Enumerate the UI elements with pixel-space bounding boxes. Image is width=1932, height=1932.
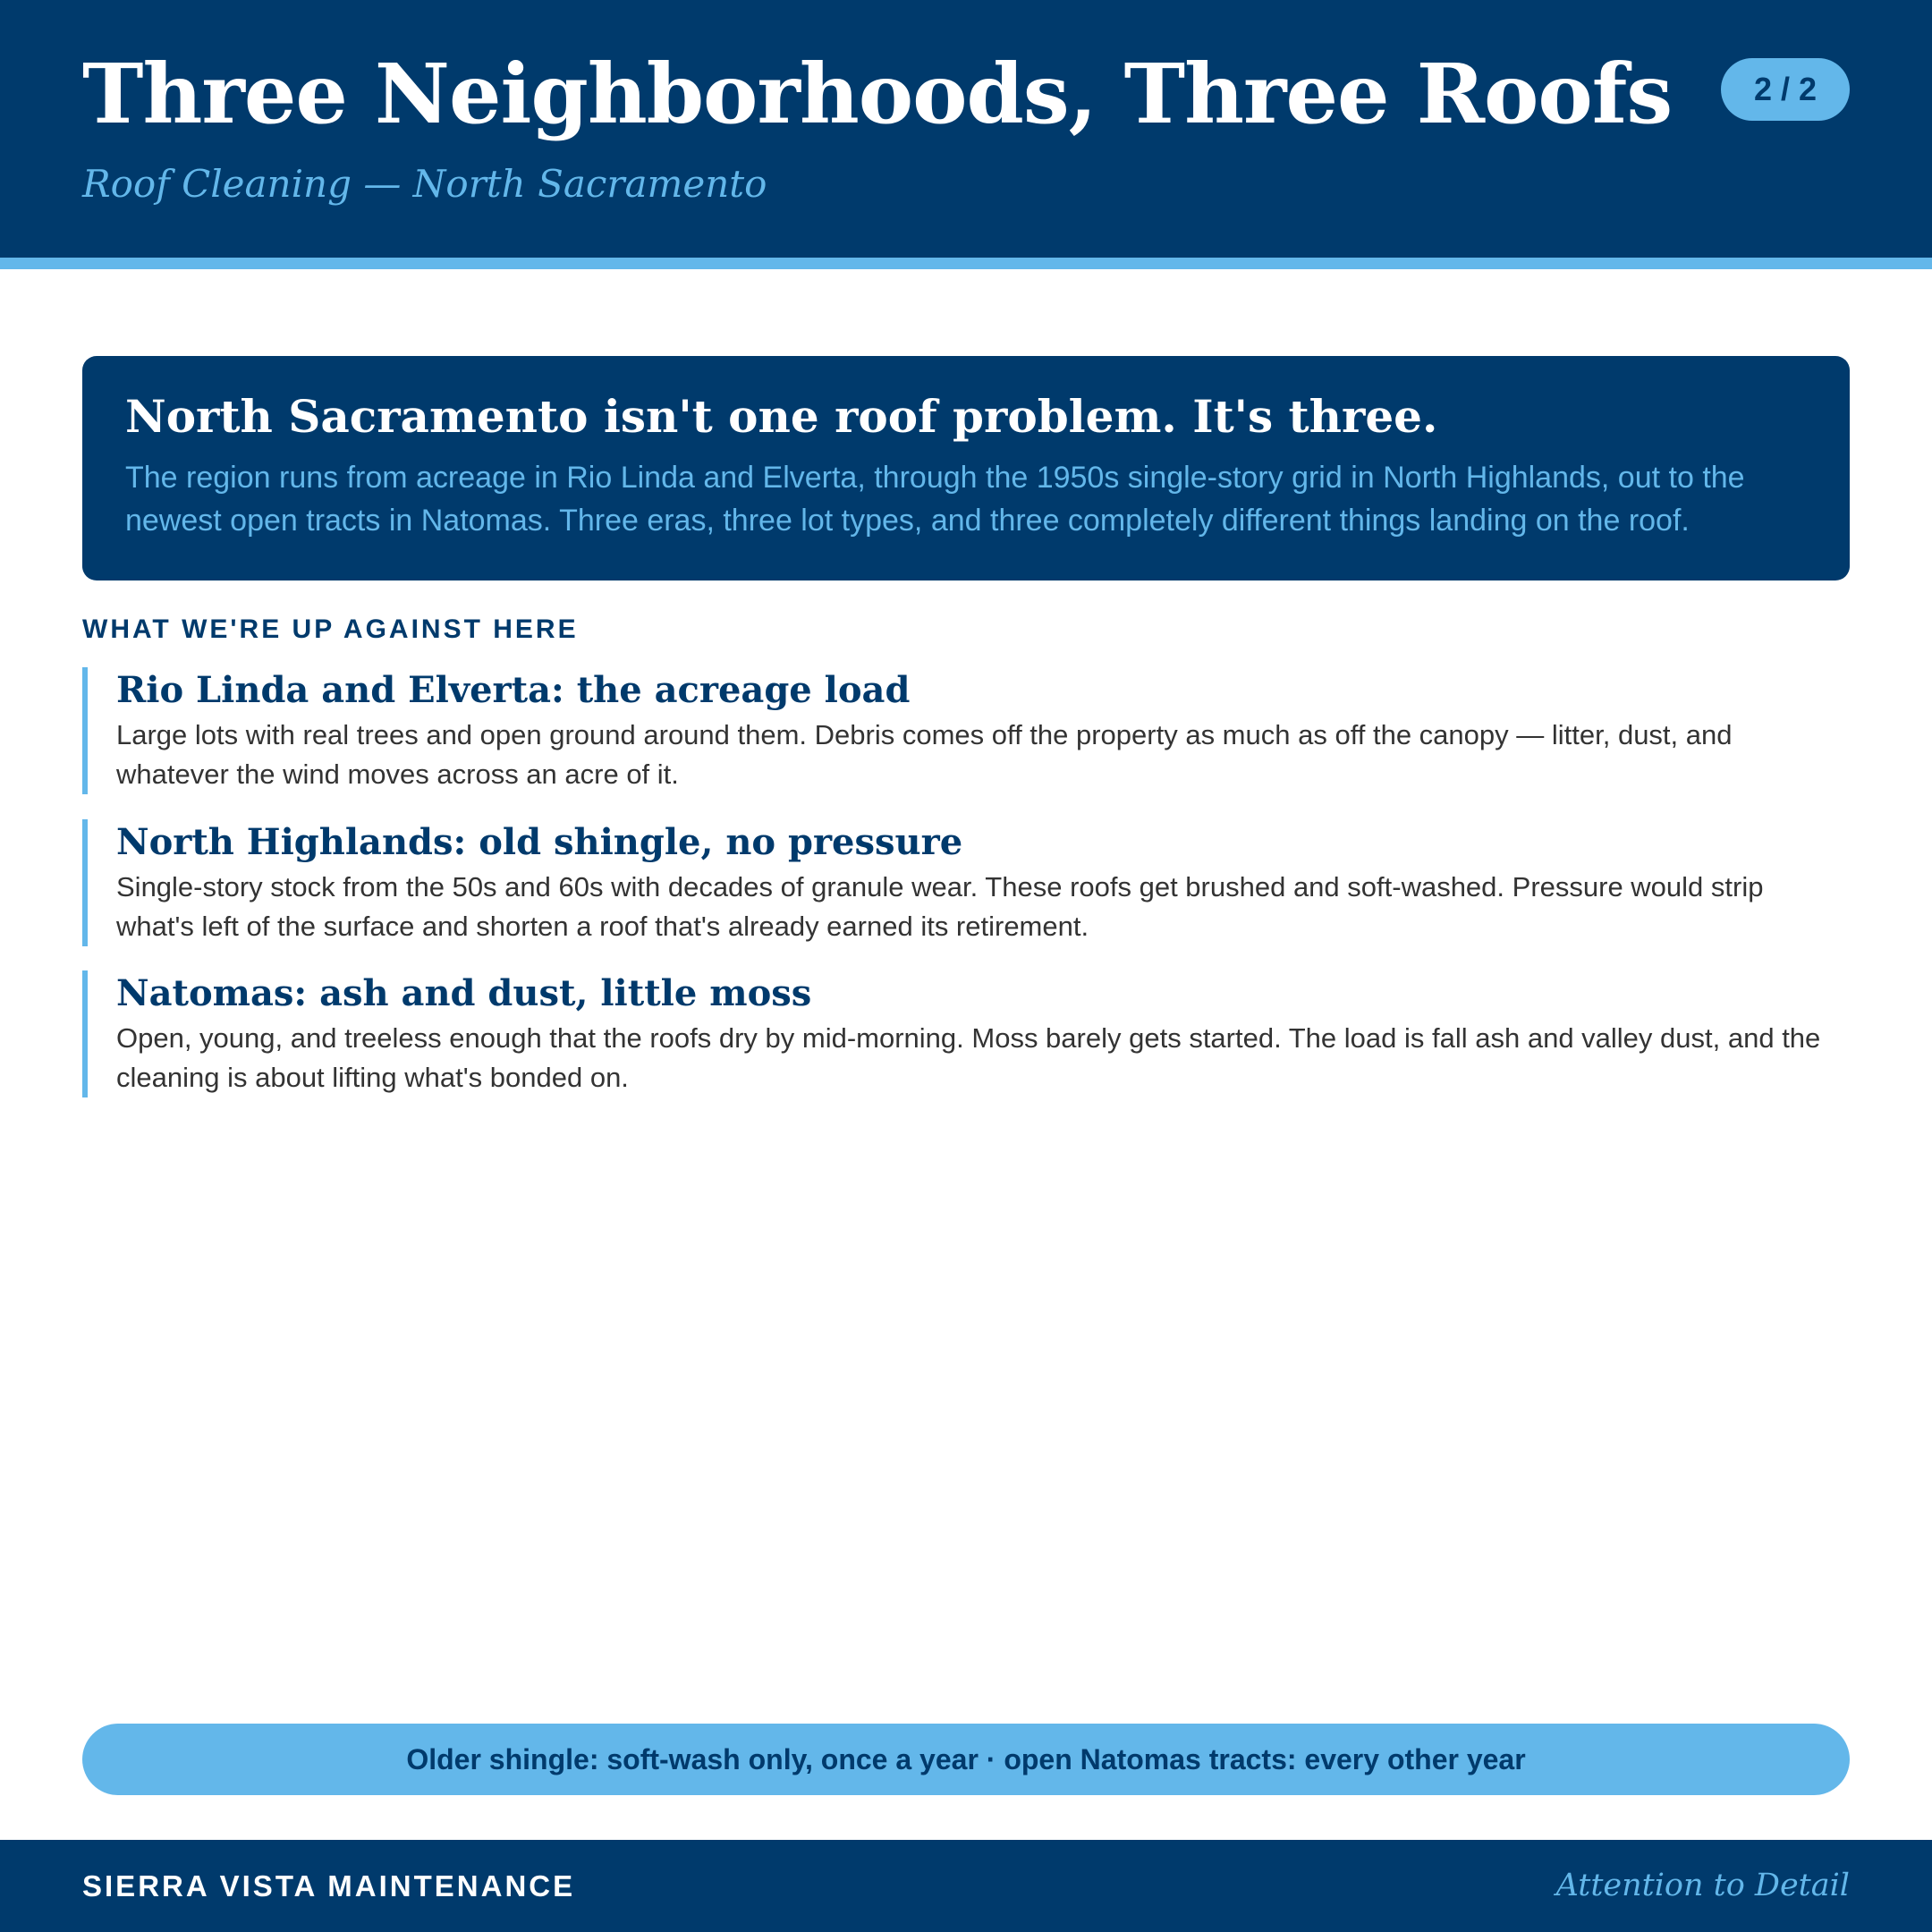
schedule-callout: Older shingle: soft-wash only, once a year · open Natomas tracts: every other year [82,1724,1850,1795]
footer-brand: SIERRA VISTA MAINTENANCE [82,1869,576,1902]
item-body: Large lots with real trees and open ground around them. Debris comes off the property as much as off the canopy — litter, dust, and whatever the wind moves across an acre of it. [116,719,1733,790]
page-subtitle: Roof Cleaning — North Sacramento [82,162,767,206]
section-label: WHAT WE'RE UP AGAINST HERE [82,614,579,644]
neighborhood-item-rio-linda [82,667,1850,794]
intro-card [82,356,1850,580]
header-accent-rule [0,258,1932,269]
item-title: Rio Linda and Elverta: the acreage load [116,669,911,711]
neighborhood-item-natomas [82,970,1850,1097]
page-indicator-badge: 2 / 2 [1721,58,1850,121]
intro-heading: North Sacramento isn't one roof problem. It's three. [125,390,1438,443]
item-body: Single-story stock from the 50s and 60s with decades of granule wear. These roofs get brushed and soft-washed. Pressure would strip what's left of the surface and shorten a roof that's already earned its retirement. [116,871,1764,942]
page-title: Three Neighborhoods, Three Roofs [82,46,1673,142]
item-title: North Highlands: old shingle, no pressure [116,821,963,863]
page-footer [0,1840,1932,1932]
footer-tagline: Attention to Detail [1555,1868,1850,1903]
item-body: Open, young, and treeless enough that the roofs dry by mid-morning. Moss barely gets started. The load is fall ash and valley dust, and the cleaning is about lifting what's bonded on. [116,1022,1821,1093]
intro-body: The region runs from acreage in Rio Linda and Elverta, through the 1950s single-story grid in North Highlands, out to the newest open tracts in Natomas. Three eras, three lot types, and three completely different things landing on the roof. [125,461,1745,538]
item-title: Natomas: ash and dust, little moss [116,972,812,1014]
neighborhood-item-north-highlands [82,819,1850,946]
page-header [0,0,1932,258]
